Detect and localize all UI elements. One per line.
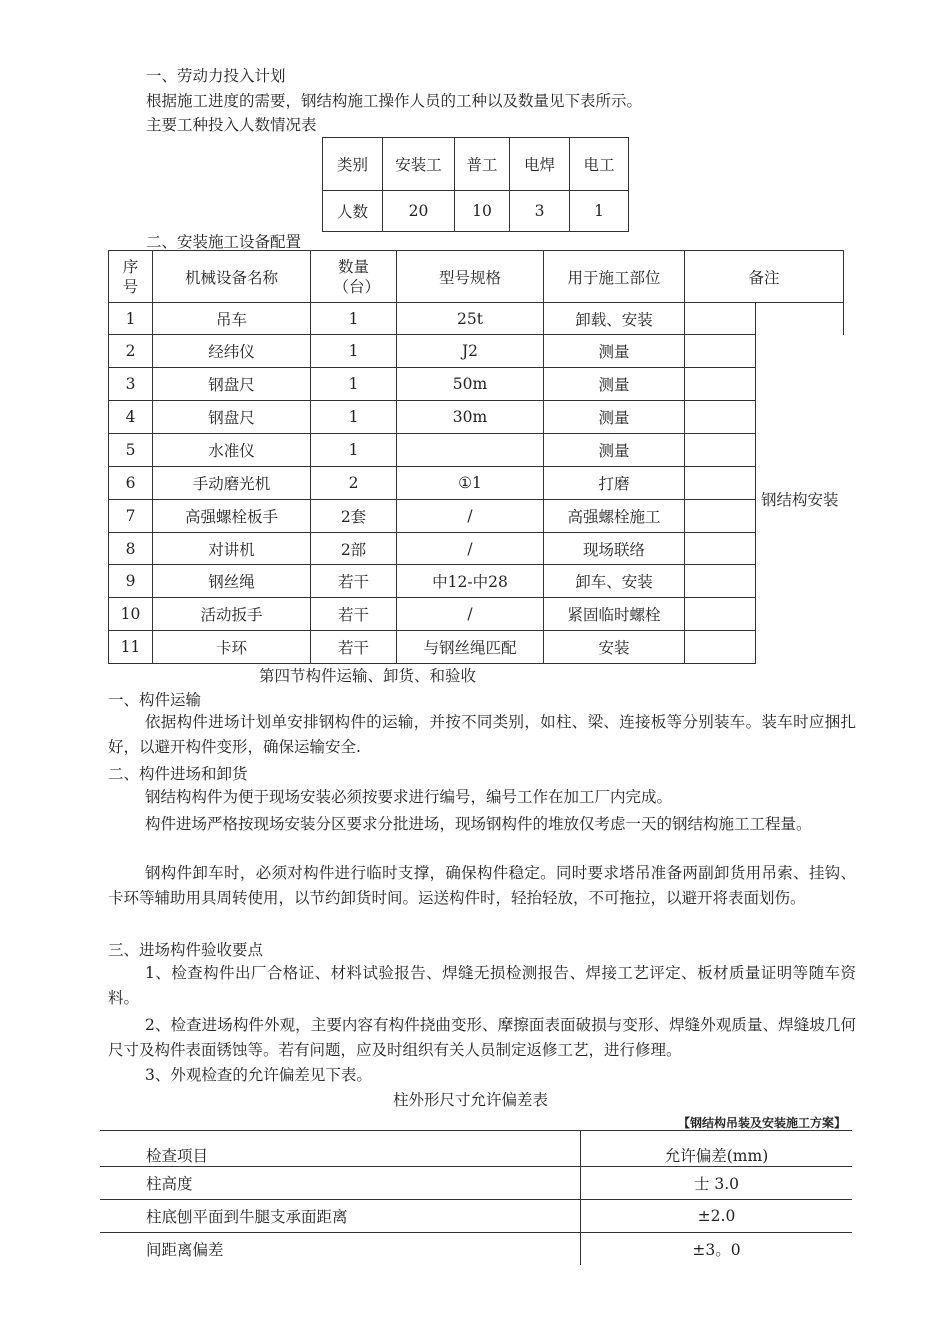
equip-header-use: 用于施工部位: [544, 251, 685, 303]
equip-use: 安装: [544, 631, 685, 664]
labor-header-cell: 安装工: [383, 138, 455, 191]
equip-blank-cell: [685, 631, 756, 664]
equip-qty: 2套: [311, 500, 397, 533]
section4-heading-1: 一、构件运输: [108, 691, 202, 709]
equip-qty: 1: [311, 434, 397, 467]
labor-header-cell: 普工: [455, 138, 510, 191]
equip-qty: 2: [311, 467, 397, 500]
equip-blank-cell: [685, 335, 756, 368]
equip-spec: /: [397, 598, 544, 631]
equip-use: 现场联络: [544, 533, 685, 565]
labor-value-cell: 人数: [323, 191, 383, 232]
equip-blank-cell: [685, 533, 756, 565]
equip-name: 钢丝绳: [153, 565, 311, 598]
equip-spec: 30m: [397, 401, 544, 434]
equip-no: 2: [109, 335, 153, 368]
equip-no: 7: [109, 500, 153, 533]
section4-title: 第四节构件运输、卸货、和验收: [259, 667, 477, 685]
equip-spec: J2: [397, 335, 544, 368]
equip-blank-cell: [685, 565, 756, 598]
equip-name: 钢盘尺: [153, 401, 311, 434]
equip-blank-cell: [685, 500, 756, 533]
tolerance-item: 柱高度: [100, 1167, 581, 1200]
equip-spec: 中12-中28: [397, 565, 544, 598]
tolerance-header-item: 检查项目: [100, 1131, 581, 1167]
tolerance-table: [100, 1130, 852, 1265]
equip-blank-cell: [685, 303, 756, 335]
equip-row: [109, 565, 844, 598]
paragraph-check-appearance: 2、检查进场构件外观，主要内容有构件挠曲变形、摩擦面表面破损与变形、焊缝外观质量、焊缝坡几何尺寸及构件表面锈蚀等。若有问题，应及时组织有关人员制定返修工艺，进行修理。: [108, 1016, 856, 1059]
equip-use: 高强螺栓施工: [544, 500, 685, 533]
tolerance-value: ±2.0: [581, 1200, 853, 1233]
labor-table-title: 主要工种投入人数情况表: [146, 116, 317, 134]
equip-row: [109, 533, 844, 565]
paragraph-transport: 依据构件进场计划单安排钢构件的运输，并按不同类别，如柱、梁、连接板等分别装车。装车时应捆扎好，以避开构件变形，确保运输安全.: [108, 713, 856, 756]
section2-heading: 二、安装施工设备配置: [146, 233, 302, 251]
tolerance-item: 间距离偏差: [100, 1233, 581, 1266]
equip-spec: 25t: [397, 303, 544, 335]
equip-row: [109, 401, 844, 434]
paragraph-tolerance-ref: 3、外观检查的允许偏差见下表。: [145, 1066, 372, 1084]
section4-heading-3: 三、进场构件验收要点: [108, 941, 264, 959]
labor-value-cell: 10: [455, 191, 510, 232]
equip-no: 5: [109, 434, 153, 467]
equip-qty: 若干: [311, 631, 397, 664]
equip-header-qty: 数量（台）: [311, 251, 397, 303]
equip-spec: 50m: [397, 368, 544, 401]
labor-value-cell: 3: [510, 191, 570, 232]
equip-spec: 与钢丝绳匹配: [397, 631, 544, 664]
equip-row: [109, 631, 844, 664]
equip-row: [109, 368, 844, 401]
tolerance-row: [100, 1200, 852, 1233]
equip-use: 打磨: [544, 467, 685, 500]
equip-row: [109, 335, 844, 368]
equip-use: 测量: [544, 368, 685, 401]
labor-table: [322, 137, 629, 232]
labor-value-cell: 20: [383, 191, 455, 232]
equip-qty: 1: [311, 303, 397, 335]
tolerance-value: 士 3.0: [581, 1167, 853, 1200]
equip-header-no: 序号: [109, 251, 153, 303]
equip-name: 高强螺栓板手: [153, 500, 311, 533]
tolerance-value: ±3。0: [581, 1233, 853, 1266]
equip-blank-cell: [685, 434, 756, 467]
equip-header-remark: 备注: [685, 251, 844, 303]
equip-row: [109, 598, 844, 631]
equip-name: 经纬仪: [153, 335, 311, 368]
labor-header-cell: 电焊: [510, 138, 570, 191]
tolerance-item: 柱底刨平面到牛腿支承面距离: [100, 1200, 581, 1233]
equip-remark: 钢结构安装: [756, 335, 844, 664]
section1-heading: 一、劳动力投入计划: [146, 67, 286, 85]
equip-use: 卸车、安装: [544, 565, 685, 598]
equip-name: 活动扳手: [153, 598, 311, 631]
equip-blank-cell: [685, 368, 756, 401]
equip-no: 3: [109, 368, 153, 401]
paragraph-check-docs: 1、检查构件出厂合格证、材料试验报告、焊缝无损检测报告、焊接工艺评定、板材质量证明等随车资料。: [108, 964, 856, 1007]
equip-qty: 1: [311, 368, 397, 401]
tolerance-header-value: 允许偏差(mm): [581, 1131, 853, 1167]
tolerance-row: [100, 1233, 852, 1266]
equip-name: 卡环: [153, 631, 311, 664]
equip-no: 1: [109, 303, 153, 335]
equip-name: 钢盘尺: [153, 368, 311, 401]
document-footer-note: 【钢结构吊装及安装施工方案】: [678, 1116, 847, 1130]
tolerance-row: [100, 1167, 852, 1200]
equip-qty: 若干: [311, 565, 397, 598]
equip-blank-cell: [685, 467, 756, 500]
equip-blank-cell: [685, 598, 756, 631]
tolerance-title: 柱外形尺寸允许偏差表: [393, 1091, 549, 1109]
paragraph-unloading: 钢构件卸车时，必须对构件进行临时支撑，确保构件稳定。同时要求塔吊准备两副卸货用吊索、挂钩、卡环等辅助用具周转使用，以节约卸货时间。运送构件时，轻抬轻放，不可拖拉，以避开将表面划伤。: [108, 864, 856, 907]
equip-use: 测量: [544, 401, 685, 434]
equip-spec: /: [397, 500, 544, 533]
equip-no: 6: [109, 467, 153, 500]
equip-qty: 2部: [311, 533, 397, 565]
paragraph-entry: 构件进场严格按现场安装分区要求分批进场，现场钢构件的堆放仅考虑一天的钢结构施工工程量。: [145, 815, 812, 833]
equip-no: 11: [109, 631, 153, 664]
equip-qty: 1: [311, 401, 397, 434]
equip-name: 对讲机: [153, 533, 311, 565]
equip-use: 测量: [544, 335, 685, 368]
equip-name: 手动磨光机: [153, 467, 311, 500]
equip-header-spec: 型号规格: [397, 251, 544, 303]
equip-use: 测量: [544, 434, 685, 467]
section1-intro: 根据施工进度的需要，钢结构施工操作人员的工种以及数量见下表所示。: [146, 92, 643, 110]
equip-use: 紧固临时螺栓: [544, 598, 685, 631]
equip-no: 4: [109, 401, 153, 434]
equip-name: 水准仪: [153, 434, 311, 467]
equip-row: [109, 467, 844, 500]
labor-value-cell: 1: [570, 191, 629, 232]
equip-qty: 若干: [311, 598, 397, 631]
equip-spec: ①1: [397, 467, 544, 500]
equip-no: 10: [109, 598, 153, 631]
equip-spec: [397, 434, 544, 467]
equip-row: [109, 303, 844, 335]
equip-blank-cell: [756, 303, 844, 335]
equip-no: 8: [109, 533, 153, 565]
equip-no: 9: [109, 565, 153, 598]
equip-blank-cell: [685, 401, 756, 434]
equip-qty: 1: [311, 335, 397, 368]
equip-spec: /: [397, 533, 544, 565]
equip-row: [109, 500, 844, 533]
labor-header-cell: 类别: [323, 138, 383, 191]
equip-use: 卸载、安装: [544, 303, 685, 335]
equip-row: [109, 434, 844, 467]
equip-header-name: 机械设备名称: [153, 251, 311, 303]
labor-header-cell: 电工: [570, 138, 629, 191]
paragraph-numbering: 钢结构构件为便于现场安装必须按要求进行编号，编号工作在加工厂内完成。: [145, 788, 673, 806]
equipment-table: [108, 250, 844, 664]
equip-name: 吊车: [153, 303, 311, 335]
section4-heading-2: 二、构件进场和卸货: [108, 765, 248, 783]
